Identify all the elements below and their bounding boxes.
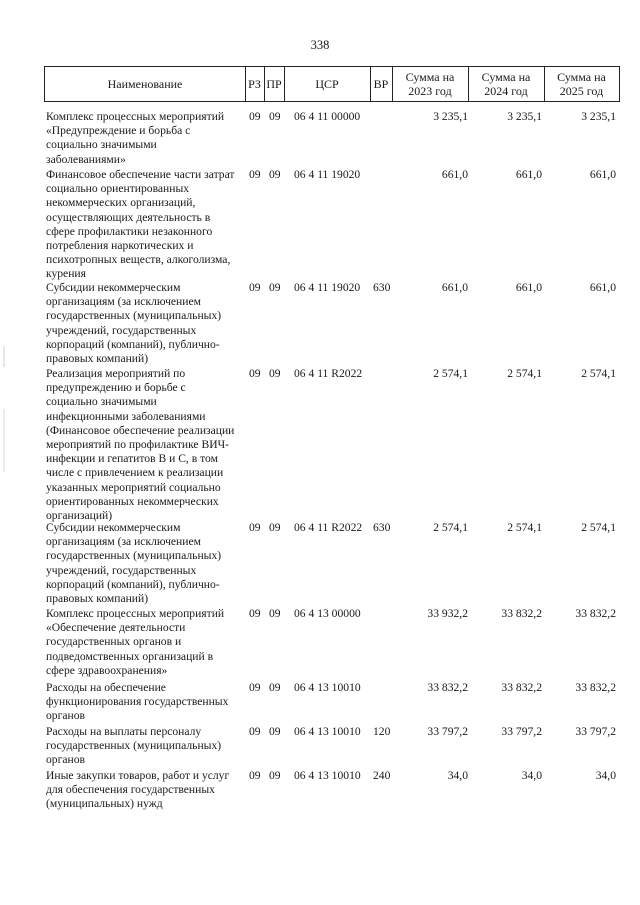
row-name: Финансовое обеспечение части затрат социально ориентированных некоммерческих организаций, осуществляющих деятельность в сфере профилактики незаконного потребления наркотических и психотропных веществ, алкоголизма, курения: [46, 168, 235, 281]
row-rz: 09: [249, 521, 261, 534]
row-sum-2023: 2 574,1: [433, 521, 468, 534]
row-csr: 06 4 11 R2022: [294, 521, 363, 534]
row-pr: 09: [269, 367, 281, 380]
row-name: Субсидии некоммерческим организациям (за исключением государственных (муниципальных) учреждений, государственных корпораций (компаний), публично- правовых компаний): [46, 281, 222, 366]
row-name: Комплекс процессных мероприятий «Обеспечение деятельности государственных органов и подведомственных организаций в сфере здравоохранения»: [46, 607, 225, 677]
row-name: Расходы на обеспечение функционирования государственных органов: [46, 681, 229, 723]
row-vr: 120: [373, 725, 391, 738]
row-csr: 06 4 13 00000: [294, 607, 361, 620]
row-sum-2025: 34,0: [595, 769, 616, 782]
row-rz: 09: [249, 725, 261, 738]
row-sum-2025: 2 574,1: [581, 521, 616, 534]
row-sum-2024: 33 797,2: [501, 725, 542, 738]
row-csr: 06 4 11 00000: [294, 110, 361, 123]
row-rz: 09: [249, 110, 261, 123]
row-vr: 240: [373, 769, 391, 782]
row-pr: 09: [269, 281, 281, 294]
row-pr: 09: [269, 110, 281, 123]
row-name: Субсидии некоммерческим организациям (за исключением государственных (муниципальных) учреждений, государственных корпораций (компаний), публично- правовых компаний): [46, 521, 222, 606]
row-csr: 06 4 13 10010: [294, 769, 361, 782]
row-sum-2025: 661,0: [589, 168, 616, 181]
row-pr: 09: [269, 521, 281, 534]
row-sum-2024: 2 574,1: [507, 521, 542, 534]
row-sum-2024: 661,0: [515, 281, 542, 294]
row-sum-2024: 34,0: [521, 769, 542, 782]
row-sum-2023: 33 797,2: [427, 725, 468, 738]
row-pr: 09: [269, 769, 281, 782]
row-vr: 630: [373, 521, 391, 534]
header-pr: ПР: [266, 77, 282, 91]
row-sum-2024: 33 832,2: [501, 607, 542, 620]
row-rz: 09: [249, 367, 261, 380]
row-sum-2024: 33 832,2: [501, 681, 542, 694]
row-csr: 06 4 11 19020: [294, 168, 361, 181]
row-csr: 06 4 13 10010: [294, 725, 361, 738]
header-vr: ВР: [373, 77, 389, 91]
header-name: Наименование: [107, 77, 183, 91]
row-pr: 09: [269, 607, 281, 620]
row-sum-2025: 661,0: [589, 281, 616, 294]
row-rz: 09: [249, 681, 261, 694]
header-sum-2023: Сумма на 2023 год: [405, 70, 455, 98]
row-pr: 09: [269, 168, 281, 181]
row-sum-2023: 34,0: [447, 769, 468, 782]
row-sum-2023: 3 235,1: [433, 110, 468, 123]
row-sum-2023: 661,0: [441, 168, 468, 181]
row-name: Иные закупки товаров, работ и услуг для обеспечения государственных (муниципальных) нужд: [46, 769, 230, 811]
row-rz: 09: [249, 168, 261, 181]
row-pr: 09: [269, 725, 281, 738]
row-pr: 09: [269, 681, 281, 694]
row-sum-2025: 33 797,2: [575, 725, 616, 738]
row-rz: 09: [249, 607, 261, 620]
row-rz: 09: [249, 769, 261, 782]
row-sum-2024: 3 235,1: [507, 110, 542, 123]
row-sum-2025: 2 574,1: [581, 367, 616, 380]
row-csr: 06 4 11 19020: [294, 281, 361, 294]
row-csr: 06 4 11 R2022: [294, 367, 363, 380]
row-name: Комплекс процессных мероприятий «Предупреждение и борьба с социально значимыми заболеваниями»: [46, 110, 225, 166]
row-sum-2024: 2 574,1: [507, 367, 542, 380]
scan-margin-mark: [3, 346, 5, 556]
header-csr: ЦСР: [315, 77, 339, 91]
row-sum-2024: 661,0: [515, 168, 542, 181]
page-number: 338: [310, 38, 330, 52]
header-sum-2025: Сумма на 2025 год: [557, 70, 606, 98]
row-vr: 630: [373, 281, 391, 294]
header-sum-2024: Сумма на 2024 год: [481, 70, 531, 98]
row-sum-2025: 3 235,1: [581, 110, 616, 123]
row-name: Реализация мероприятий по предупреждению и борьбе с социально значимыми инфекционными заболеваниями (Финансовое обеспечение реализации мероприятий по профилактике ВИЧ- инфекции и гепатитов В и С, в том числе с привлечением к реализации указанных мероприятий социально ориентированных некоммерческих организаций): [46, 367, 235, 523]
row-sum-2025: 33 832,2: [575, 681, 616, 694]
row-csr: 06 4 13 10010: [294, 681, 361, 694]
row-sum-2023: 2 574,1: [433, 367, 468, 380]
row-rz: 09: [249, 281, 261, 294]
header-rz: РЗ: [248, 77, 261, 91]
row-name: Расходы на выплаты персоналу государственных (муниципальных) органов: [46, 725, 222, 767]
row-sum-2023: 33 932,2: [427, 607, 468, 620]
row-sum-2023: 661,0: [441, 281, 468, 294]
row-sum-2023: 33 832,2: [427, 681, 468, 694]
row-sum-2025: 33 832,2: [575, 607, 616, 620]
